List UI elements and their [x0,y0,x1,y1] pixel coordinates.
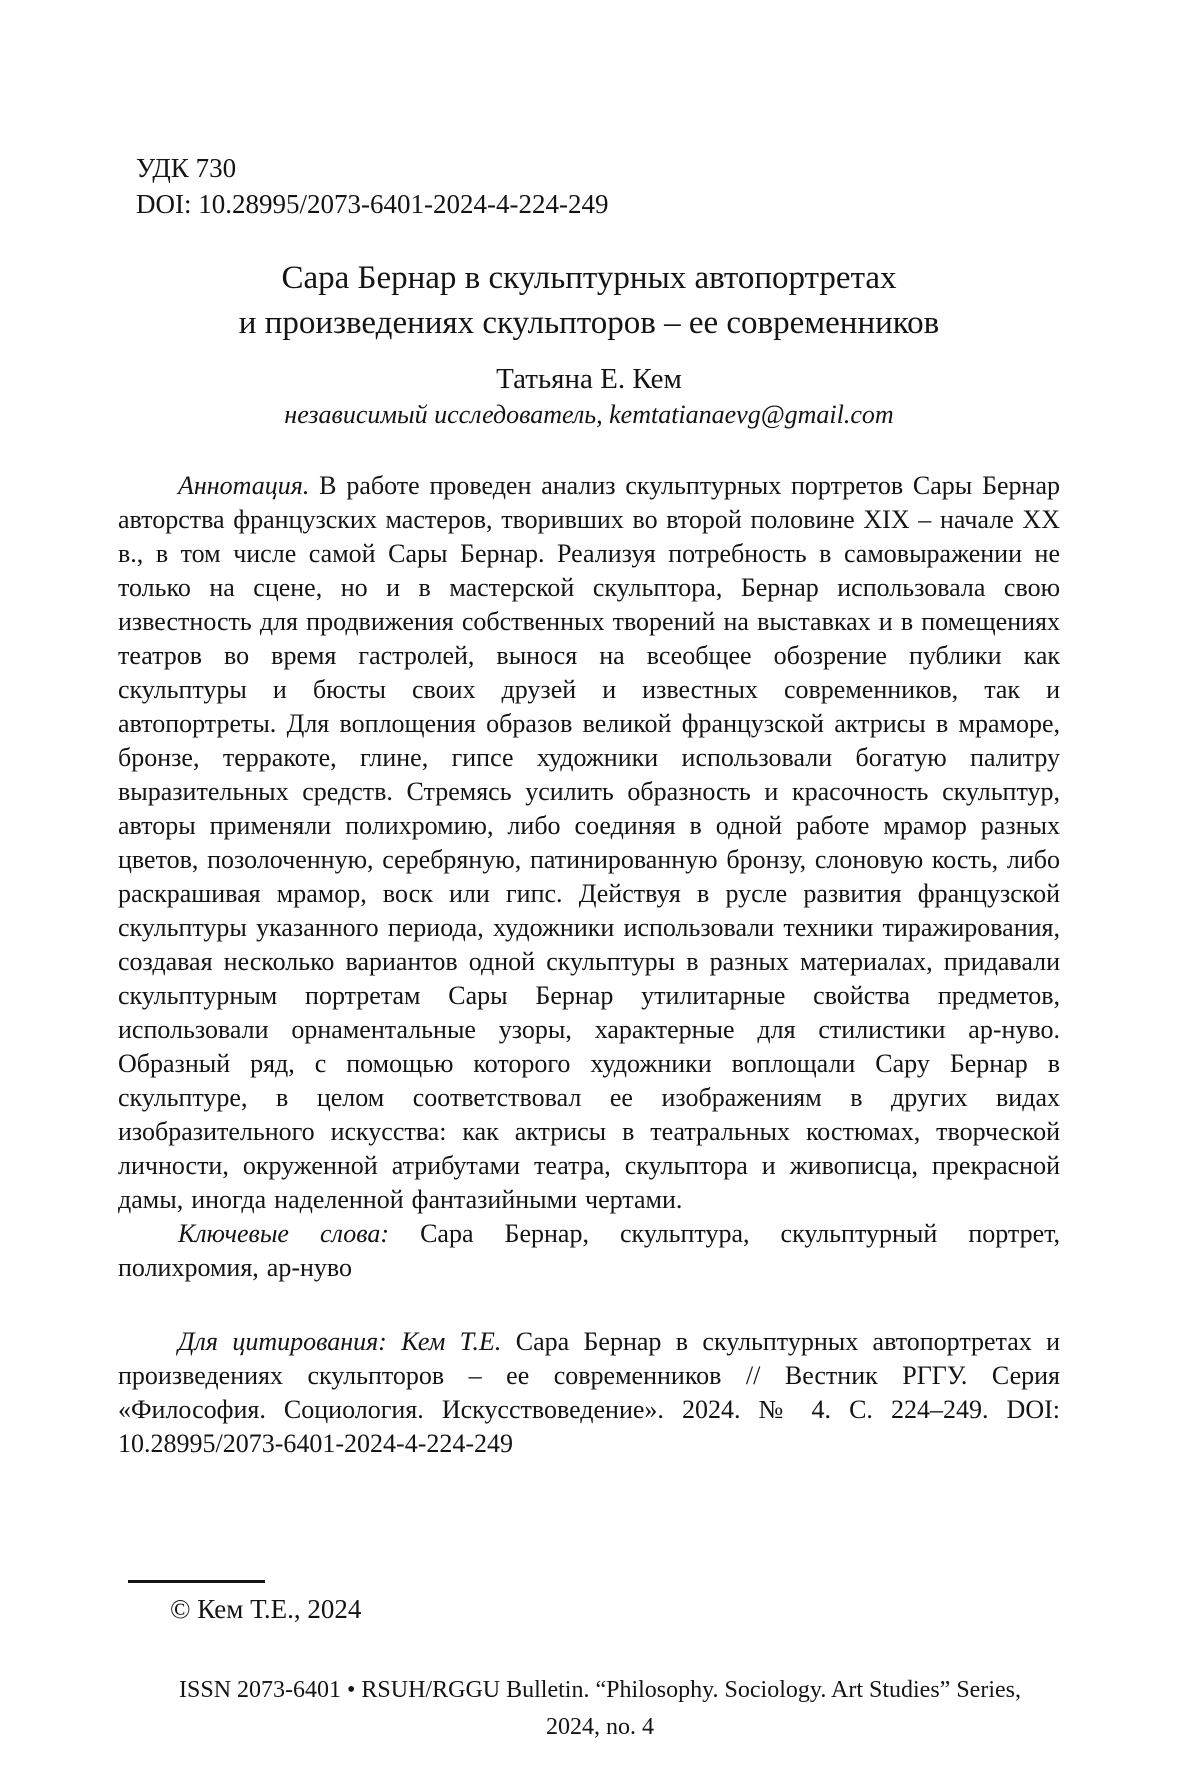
abstract-paragraph [118,469,1060,1217]
content-column [118,150,1060,1461]
doi-line: DOI: 10.28995/2073-6401-2024-4-224-249 [136,189,609,219]
keywords-paragraph [118,1217,1060,1285]
keywords-label: Ключевые слова: [178,1219,389,1248]
footnote-rule [128,1580,265,1583]
footer-issue-line: 2024, no. 4 [546,1714,654,1740]
author-name: Татьяна Е. Кем [496,363,682,395]
citation-paragraph [118,1325,1060,1461]
udc-number: УДК 730 [136,153,237,183]
copyright-line: © Кем Т.Е., 2024 [170,1594,362,1624]
page-footer [0,1672,1200,1746]
citation-label: Для цитирования: [178,1327,387,1356]
keywords-text: Сара Бернар, скульптура, скульптурный портрет, полихромия, ар-нуво [118,1219,1061,1282]
abstract-text: В работе проведен анализ скульптурных портретов Сары Бернар авторства французских мастеров, творивших во второй половине XIX – начале XX в., в том числе самой Сары Бернар. Реализуя потребность в самовыражении не только на сцене, но и в мастерской скульптора, Бернар использовала свою известность для продвижения собственных творений на выставках и в помещениях театров во время гастролей, вынося на всеобщее обозрение публики как скульптуры и бюсты своих друзей и известных современников, так и автопортреты. Для воплощения образов великой французской актрисы в мраморе, бронзе, терракоте, глине, гипсе художники использовали богатую палитру выразительных средств. Стремясь усилить образность и красочность скульптур, авторы применяли полихромию, либо соединяя в одной работе мрамор разных цветов, позолоченную, серебряную, патинированную бронзу, слоновую кость, либо раскрашивая мрамор, воск или гипс. Действуя в русле развития французской скульптуры указанного периода, художники использовали техники тиражирования, создавая несколько вариантов одной скульптуры в разных материалах, придавали скульптурным портретам Сары Бернар утилитарные свойства предметов, использовали орнаментальные узоры, характерные для стилистики ар-нуво. Образный ряд, с помощью которого художники воплощали Сару Бернар в скульптуре, в целом соответствовал ее изображениям в других видах изобразительного искусства: как актрисы в театральных костюмах, творческой личности, окруженной атрибутами театра, скульптора и живописца, прекрасной дамы, иногда наделенной фантазийными чертами. [118,471,1060,1214]
abstract-label: Аннотация. [178,471,310,500]
citation-authors: Кем Т.Е. [401,1327,502,1356]
article-title-line2: и произведениях скульпторов – ее современников [238,305,940,341]
article-title [118,256,1060,346]
footer-issn-line: ISSN 2073-6401 • RSUH/RGGU Bulletin. “Philosophy. Sociology. Art Studies” Series, [179,1677,1021,1703]
citation-text: Сара Бернар в скульптурных автопортретах и произведениях скульпторов – ее современников // Вестник РГГУ. Серия «Философия. Социология. Искусствоведение». 2024. № 4. С. 224–249. DOI: 10.28995/2073-6401-2024-4-224-249 [118,1327,1061,1458]
author-affiliation: независимый исследователь, kemtatianaevg@gmail.com [284,400,894,429]
article-title-line1: Сара Бернар в скульптурных автопортретах [281,260,897,296]
article-meta [136,150,1060,222]
